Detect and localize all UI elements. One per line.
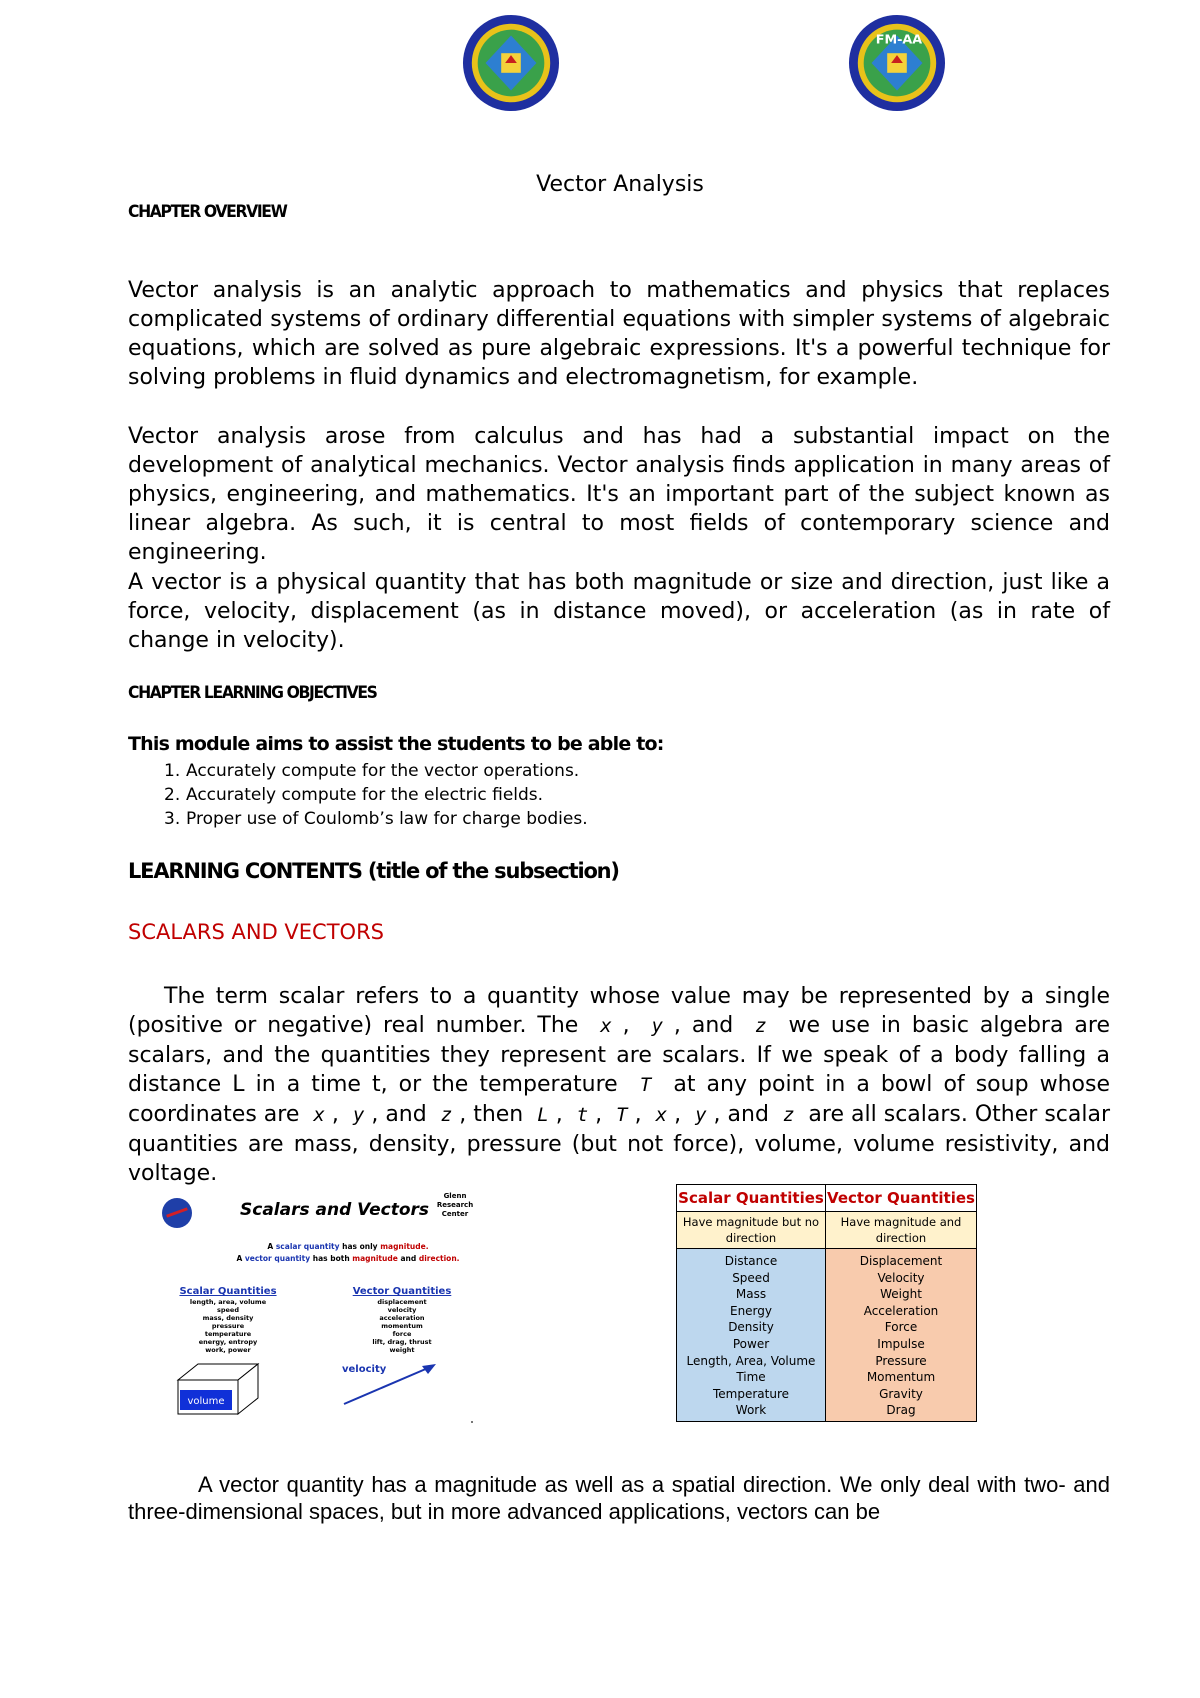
glenn-label: Glenn Research Center bbox=[436, 1192, 474, 1218]
velocity-arrow-illustration bbox=[342, 1360, 442, 1410]
vector-description: Have magnitude and direction bbox=[826, 1212, 977, 1249]
scalar-paragraph: The term scalar refers to a quantity whose value may be represented by a single (positive or negative) real number. The x , y , and z we use in basic algebra are scalars, and the quantities they represent are scalars. If we speak of a body falling a distance L in a time t, or the temperature T at any point in a bowl of soup whose coordinates are x , y , and z , then L , t , T , x , y , and z are all scalars. Other scalar quantities are mass, density, pressure (but not force), volume, volume resistivity, and voltage. bbox=[128, 984, 1111, 1186]
overview-paragraph-2: Vector analysis arose from calculus and has had a substantial impact on the development of analytical mechanics. Vector analysis finds application in many areas of physics, engineering, and mathematics. It's an important part of the subject known as linear algebra. As such, it is central to most fields of contemporary science and engineering. bbox=[128, 424, 1110, 565]
seal-label: FM-AA bbox=[875, 32, 923, 48]
figure-vector-list: Vector Quantities displacement velocity acceleration momentum force lift, drag, thrust weight bbox=[352, 1286, 452, 1354]
vector-quantity-paragraph: A vector quantity has a magnitude as well as a spatial direction. We only deal with two- and three-dimensional spaces, but in more advanced applications, vectors can be bbox=[128, 1472, 1110, 1524]
university-seal-right bbox=[848, 14, 946, 112]
scalar-definition: A scalar quantity has only magnitude. bbox=[267, 1242, 429, 1251]
objective-item: 3. Proper use of Coulomb’s law for charge bodies. bbox=[164, 809, 588, 829]
stray-mark bbox=[471, 1421, 473, 1423]
scalar-description: Have magnitude but no direction bbox=[677, 1212, 826, 1249]
figure-title: Scalars and Vectors bbox=[240, 1200, 430, 1220]
vector-definition: A vector quantity has both magnitude and direction. bbox=[236, 1254, 460, 1263]
subsection-title: SCALARS AND VECTORS bbox=[128, 920, 384, 944]
objective-item: 1. Accurately compute for the vector operations. bbox=[164, 761, 580, 781]
vector-list-cell: Displacement Velocity Weight Acceleration Force Impulse Pressure Momentum Gravity Drag bbox=[826, 1249, 977, 1422]
document-title: Vector Analysis bbox=[536, 172, 704, 197]
objective-item: 2. Accurately compute for the electric fields. bbox=[164, 785, 544, 805]
nasa-logo bbox=[162, 1198, 192, 1228]
overview-paragraph-3: A vector is a physical quantity that has both magnitude or size and direction, just like a force, velocity, displacement (as in distance moved), or acceleration (as in rate of change in velocity). bbox=[128, 570, 1110, 653]
volume-box-illustration bbox=[168, 1358, 268, 1418]
figure-scalar-list: Scalar Quantities length, area, volume speed mass, density pressure temperature energy, entropy work, power bbox=[179, 1286, 277, 1354]
scalar-list-cell: Distance Speed Mass Energy Density Power Length, Area, Volume Time Temperature Work bbox=[677, 1249, 826, 1422]
overview-paragraph-1: Vector analysis is an analytic approach to mathematics and physics that replaces complicated systems of ordinary differential equations with simpler systems of algebraic equations, which are solved as pure algebraic expressions. It's a powerful technique for solving problems in fluid dynamics and electromagnetism, for example. bbox=[128, 278, 1110, 390]
volume-label: volume bbox=[187, 1396, 225, 1407]
objectives-list bbox=[164, 759, 588, 831]
learning-contents-heading: LEARNING CONTENTS (title of the subsection) bbox=[128, 859, 619, 883]
scalars-vectors-figure bbox=[158, 1188, 484, 1420]
chapter-overview-heading: CHAPTER OVERVIEW bbox=[128, 202, 287, 222]
quantities-table bbox=[676, 1184, 977, 1422]
objectives-heading: CHAPTER LEARNING OBJECTIVES bbox=[128, 683, 377, 703]
velocity-label: velocity bbox=[342, 1364, 387, 1375]
table-header-scalar: Scalar Quantities bbox=[677, 1185, 826, 1212]
table-header-vector: Vector Quantities bbox=[826, 1185, 977, 1212]
university-seal-left bbox=[462, 14, 560, 112]
aims-statement: This module aims to assist the students to be able to: bbox=[128, 733, 664, 755]
